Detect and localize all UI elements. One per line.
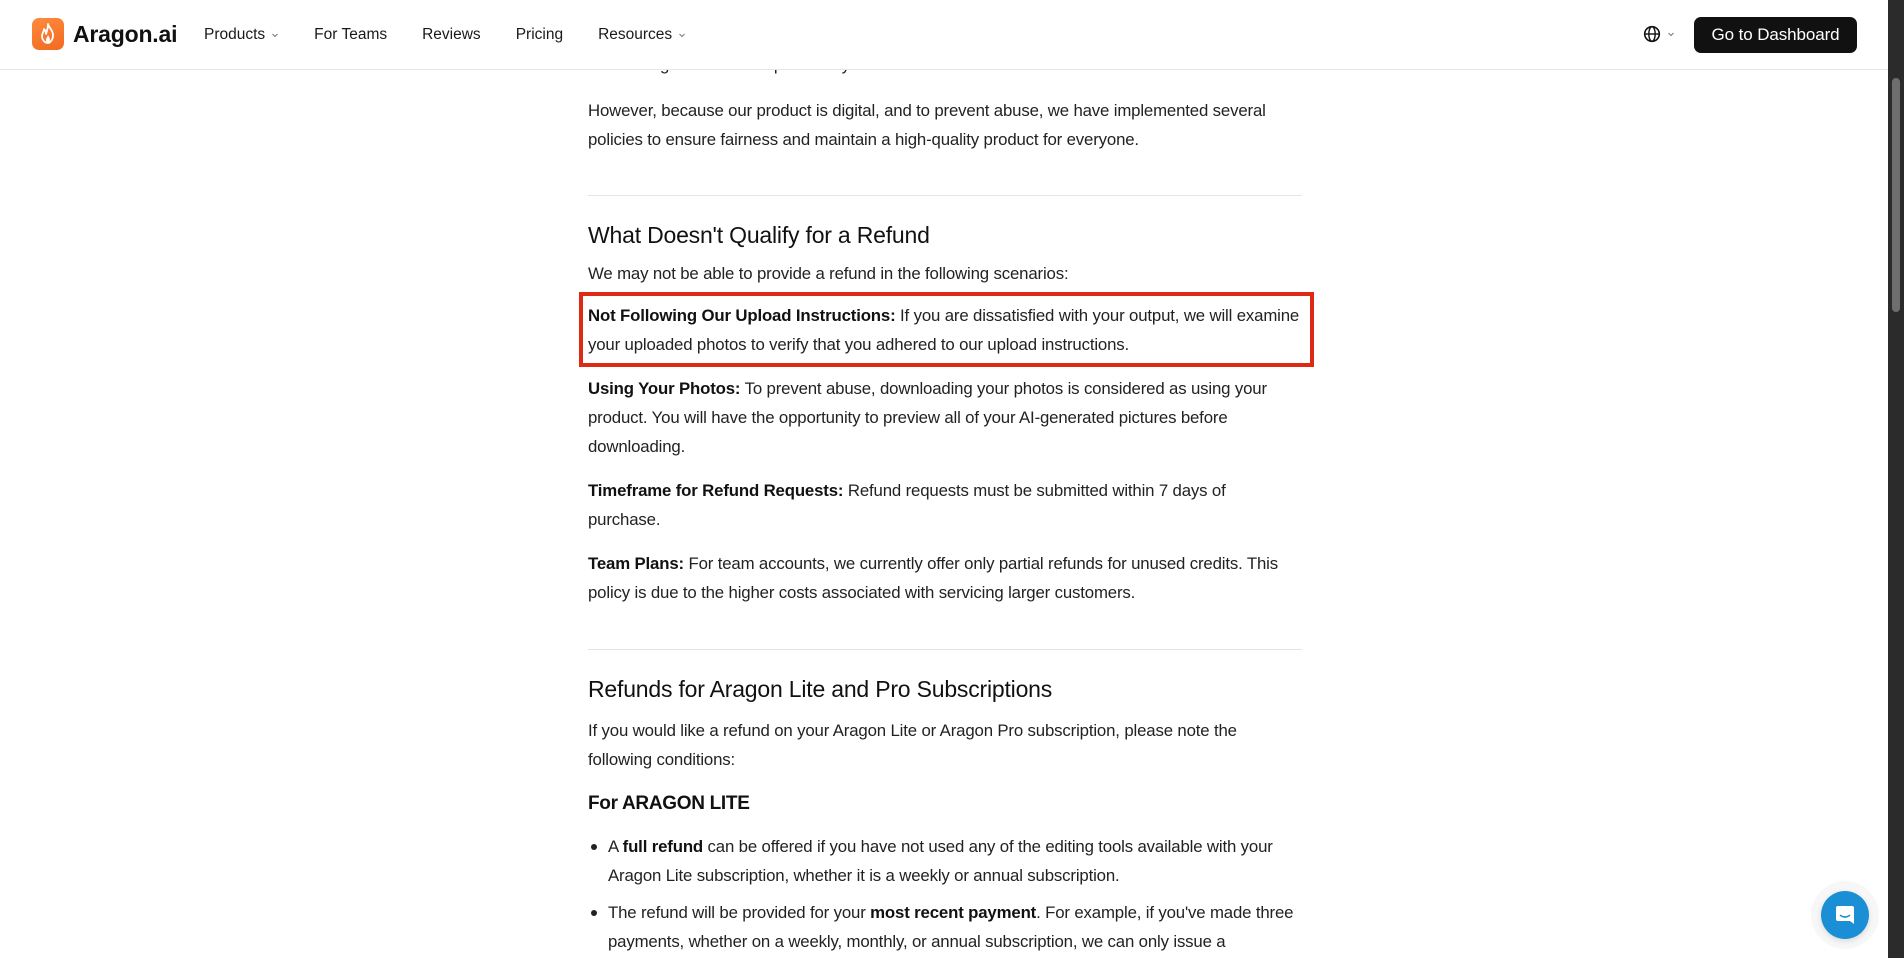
divider <box>588 195 1302 196</box>
site-header <box>0 0 1888 70</box>
list-item <box>588 832 1302 890</box>
list-item-text: A <box>608 837 623 856</box>
main-nav <box>204 0 721 70</box>
chat-widget-button[interactable] <box>1821 891 1869 939</box>
policy-item-title: Not Following Our Upload Instructions: <box>588 306 896 325</box>
section-heading-lite-pro: Refunds for Aragon Lite and Pro Subscriptions <box>588 676 1053 702</box>
list-item-bold: most recent payment <box>870 903 1037 922</box>
chat-bubble-icon <box>1833 903 1857 927</box>
divider <box>588 649 1302 650</box>
chevron-down-icon <box>271 31 279 39</box>
list-item <box>588 898 1302 956</box>
subheading-aragon-lite: For ARAGON LITE <box>588 793 750 814</box>
flame-icon <box>32 18 64 50</box>
section-heading-not-qualify: What Doesn't Qualify for a Refund <box>588 222 930 248</box>
policy-item-upload-instructions <box>588 301 1302 359</box>
logo-link[interactable] <box>32 18 177 50</box>
intro-paragraph: However, because our product is digital, and to prevent abuse, we have implemented several policies to ensure fairness and maintain a high-quality product for everyone. <box>588 101 1266 149</box>
section2-intro: If you would like a refund on your Aragon Lite or Aragon Pro subscription, please note the following conditions: <box>588 721 1237 769</box>
nav-products-label: Products <box>204 26 266 43</box>
nav-reviews-label: Reviews <box>422 26 481 43</box>
policy-item-title: Timeframe for Refund Requests: <box>588 481 844 500</box>
chevron-down-icon <box>678 31 686 39</box>
globe-icon <box>1643 25 1661 43</box>
language-selector[interactable] <box>1643 25 1675 43</box>
go-to-dashboard-button[interactable]: Go to Dashboard <box>1694 17 1857 53</box>
policy-item-text: Refund requests must be submitted within 7 days of purchase. <box>588 481 1226 529</box>
nav-resources[interactable] <box>598 26 686 44</box>
chevron-down-icon <box>1667 30 1675 38</box>
policy-item-using-photos <box>588 374 1302 461</box>
section1-intro: We may not be able to provide a refund in the following scenarios: <box>588 264 1069 283</box>
policy-item-team-plans <box>588 549 1302 607</box>
list-item-bold: full refund <box>622 837 704 856</box>
aragon-lite-conditions <box>588 832 1302 958</box>
policy-item-title: Team Plans: <box>588 554 684 573</box>
policy-item-text: To prevent abuse, downloading your photos is considered as using your product. You will have the opportunity to preview all of your AI-generated pictures before downloading. <box>588 379 1267 456</box>
list-item-text: . For example, if you've made three payments, whether on a weekly, monthly, or annual subscription, we can only issue a <box>608 903 1294 951</box>
nav-for-teams[interactable] <box>314 26 387 44</box>
nav-reviews[interactable] <box>422 26 481 44</box>
nav-pricing-label: Pricing <box>515 26 564 43</box>
nav-pricing[interactable] <box>516 26 563 44</box>
policy-item-text: If you are dissatisfied with your output, we will examine your uploaded photos to verify that you adhered to our upload instructions. <box>588 306 1300 354</box>
logo-text: Aragon.ai <box>73 20 178 47</box>
policy-item-title: Using Your Photos: <box>588 379 741 398</box>
nav-resources-label: Resources <box>598 26 673 43</box>
scrollbar-thumb[interactable] <box>1892 78 1900 312</box>
list-item-text: can be offered if you have not used any of the editing tools available with your Aragon Lite subscription, whether it is a weekly or annual subscription. <box>608 837 1273 885</box>
nav-products[interactable] <box>204 26 279 44</box>
page-scrollbar[interactable] <box>1888 0 1904 958</box>
policy-item-text: For team accounts, we currently offer only partial refunds for unused credits. This policy is due to the higher costs associated with servicing larger customers. <box>588 554 1278 602</box>
policy-item-timeframe <box>588 476 1302 534</box>
list-item-text: The refund will be provided for your <box>608 903 871 922</box>
nav-for-teams-label: For Teams <box>314 26 388 43</box>
